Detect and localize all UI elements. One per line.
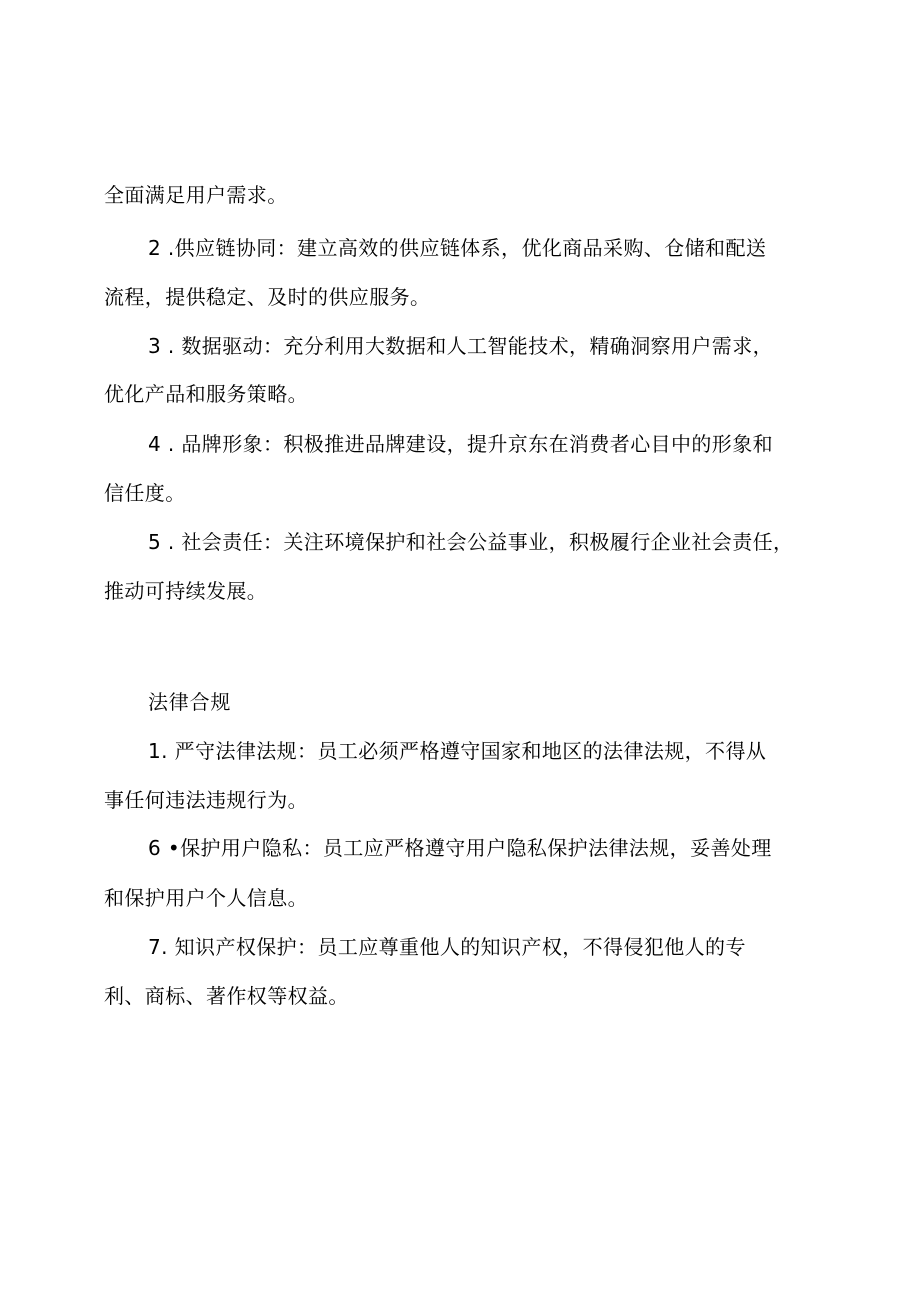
text-line: 流程，提供稳定、及时的供应服务。 xyxy=(104,285,431,309)
text-line: 2 .供应链协同：建立高效的供应链体系，优化商品采购、仓储和配送 xyxy=(148,236,767,260)
text-line: 和保护用户个人信息。 xyxy=(104,886,308,910)
text-line: 5 . 社会责任：关注环境保护和社会公益事业，积极履行企业社会责任， xyxy=(148,530,794,554)
text-line: 信任度。 xyxy=(104,481,186,505)
text-line: 优化产品和服务策略。 xyxy=(104,382,308,406)
text-line: 1. 严守法律法规：员工必须严格遵守国家和地区的法律法规，不得从 xyxy=(148,739,767,763)
text-line: 利、商标、著作权等权益。 xyxy=(104,984,349,1008)
text-line: 推动可持续发展。 xyxy=(104,579,268,603)
section-heading: 法律合规 xyxy=(148,690,232,714)
text-line: 事任何违法违规行为。 xyxy=(104,788,308,812)
text-line: 6 •保护用户隐私：员工应严格遵守用户隐私保护法律法规，妥善处理 xyxy=(148,836,772,860)
text-line: 7. 知识产权保护：员工应尊重他人的知识产权，不得侵犯他人的专 xyxy=(148,935,746,959)
text-line: 3 . 数据驱动：充分利用大数据和人工智能技术，精确洞察用户需求， xyxy=(148,334,773,358)
text-line: 全面满足用户需求。 xyxy=(104,183,288,207)
text-line: 4 . 品牌形象：积极推进品牌建设，提升京东在消费者心目中的形象和 xyxy=(148,432,773,456)
